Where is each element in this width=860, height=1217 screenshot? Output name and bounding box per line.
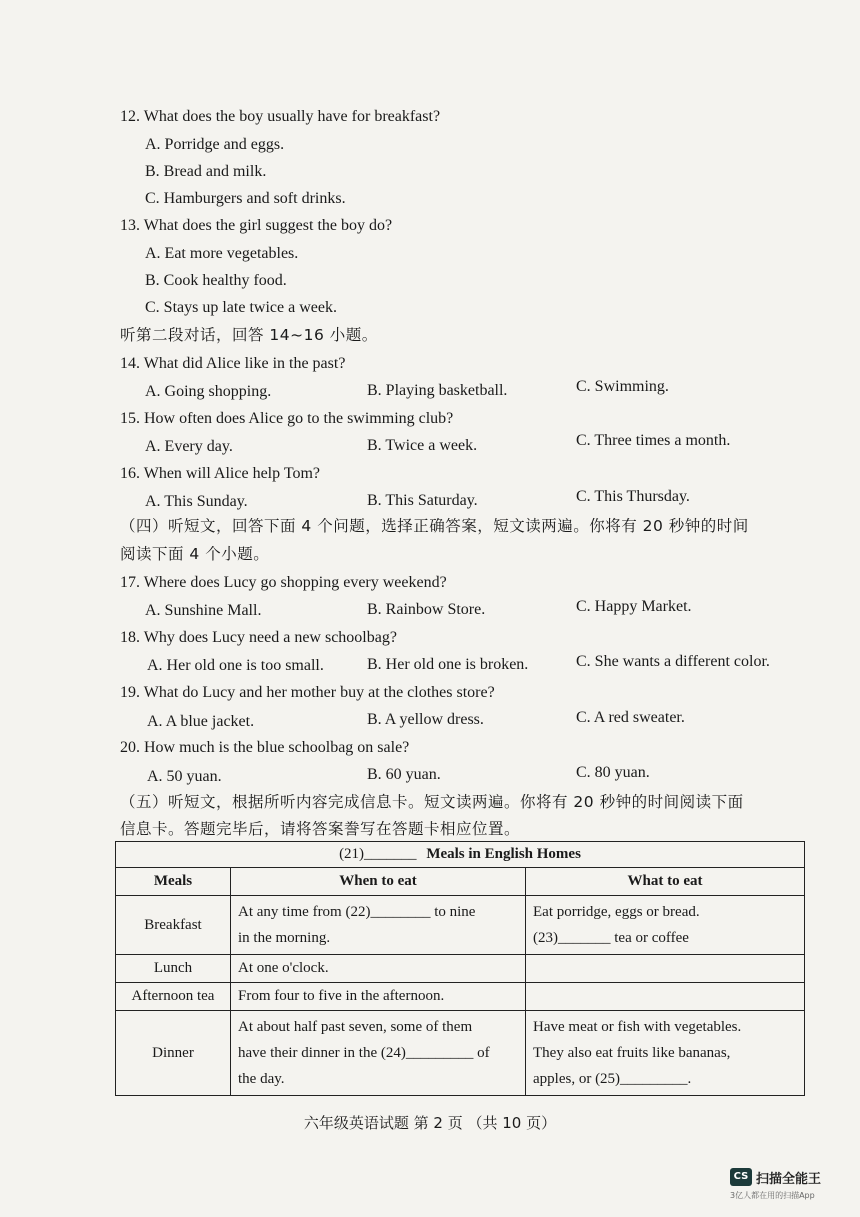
when-dinner-line-3: the day. (238, 1071, 285, 1087)
q16-option-a: A. This Sunday. (145, 493, 248, 510)
info-card-table (115, 841, 805, 1096)
header-meals: Meals (116, 868, 231, 896)
table-row (116, 983, 805, 1011)
what-breakfast-line-1: Eat porridge, eggs or bread. (533, 904, 700, 920)
question-15: 15. How often does Alice go to the swimming club? (120, 410, 454, 427)
q14-option-a: A. Going shopping. (145, 383, 272, 400)
question-19: 19. What do Lucy and her mother buy at the clothes store? (120, 684, 495, 701)
when-lunch: At one o'clock. (231, 955, 526, 983)
section-2-instruction: 听第二段对话，回答 14~16 小题。 (120, 326, 378, 344)
table-row (116, 955, 805, 983)
q12-option-b: B. Bread and milk. (145, 163, 267, 180)
when-breakfast-line-1: At any time from (22)________ to nine (238, 904, 476, 920)
what-lunch (526, 955, 805, 983)
q16-option-b: B. This Saturday. (367, 492, 478, 509)
q12-option-c: C. Hamburgers and soft drinks. (145, 190, 346, 207)
question-12: 12. What does the boy usually have for breakfast? (120, 108, 441, 125)
card-title-blank: (21)_______ (339, 846, 417, 862)
q16-option-c: C. This Thursday. (576, 488, 690, 505)
what-dinner-line-1: Have meat or fish with vegetables. (533, 1019, 742, 1035)
when-breakfast (231, 896, 526, 955)
q15-option-b: B. Twice a week. (367, 437, 478, 454)
q15-option-a: A. Every day. (145, 438, 233, 455)
what-dinner-line-2: They also eat fruits like bananas, (533, 1045, 731, 1061)
q12-option-a: A. Porridge and eggs. (145, 136, 285, 153)
q20-option-a: A. 50 yuan. (147, 768, 222, 785)
table-row (116, 1011, 805, 1096)
q18-option-b: B. Her old one is broken. (367, 656, 529, 673)
section-4-instruction-line-2: 阅读下面 4 个小题。 (120, 545, 270, 563)
question-13: 13. What does the girl suggest the boy do? (120, 217, 393, 234)
what-dinner-line-3: apples, or (25)_________. (533, 1071, 692, 1087)
q19-option-b: B. A yellow dress. (367, 711, 484, 728)
question-20: 20. How much is the blue schoolbag on sale? (120, 739, 410, 756)
section-4-instruction-line-1: （四）听短文，回答下面 4 个问题，选择正确答案，短文读两遍。你将有 20 秒钟的时间 (120, 517, 749, 535)
q19-option-c: C. A red sweater. (576, 709, 685, 726)
scanner-logo-badge: CS (730, 1168, 752, 1186)
q15-option-c: C. Three times a month. (576, 432, 731, 449)
q13-option-a: A. Eat more vegetables. (145, 245, 299, 262)
when-dinner-line-2: have their dinner in the (24)_________ of (238, 1045, 490, 1061)
q14-option-b: B. Playing basketball. (367, 382, 508, 399)
question-18: 18. Why does Lucy need a new schoolbag? (120, 629, 397, 646)
card-title-row (116, 842, 805, 868)
q20-option-b: B. 60 yuan. (367, 766, 441, 783)
when-dinner (231, 1011, 526, 1096)
q19-option-a: A. A blue jacket. (147, 713, 255, 730)
what-dinner (526, 1011, 805, 1096)
meal-lunch: Lunch (116, 955, 231, 983)
q13-option-b: B. Cook healthy food. (145, 272, 287, 289)
when-dinner-line-1: At about half past seven, some of them (238, 1019, 473, 1035)
scanner-logo-slogan: 3亿人都在用的扫描App (730, 1191, 815, 1200)
card-title: Meals in English Homes (426, 846, 581, 862)
meal-breakfast: Breakfast (116, 896, 231, 955)
when-afternoon-tea: From four to five in the afternoon. (231, 983, 526, 1011)
meal-afternoon-tea: Afternoon tea (116, 983, 231, 1011)
q17-option-b: B. Rainbow Store. (367, 601, 486, 618)
what-afternoon-tea (526, 983, 805, 1011)
what-breakfast (526, 896, 805, 955)
q17-option-a: A. Sunshine Mall. (145, 602, 262, 619)
table-row (116, 896, 805, 955)
section-5-instruction-line-2: 信息卡。答题完毕后，请将答案誊写在答题卡相应位置。 (120, 820, 521, 838)
q13-option-c: C. Stays up late twice a week. (145, 299, 337, 316)
section-5-instruction-line-1: （五）听短文，根据所听内容完成信息卡。短文读两遍。你将有 20 秒钟的时间阅读下面 (120, 793, 744, 811)
q14-option-c: C. Swimming. (576, 378, 669, 395)
what-breakfast-line-2: (23)_______ tea or coffee (533, 930, 689, 946)
when-breakfast-line-2: in the morning. (238, 930, 331, 946)
q17-option-c: C. Happy Market. (576, 598, 692, 615)
question-17: 17. Where does Lucy go shopping every weekend? (120, 574, 447, 591)
q20-option-c: C. 80 yuan. (576, 764, 650, 781)
q18-option-a: A. Her old one is too small. (147, 657, 324, 674)
header-when-to-eat: When to eat (231, 868, 526, 896)
q18-option-c: C. She wants a different color. (576, 653, 770, 670)
question-16: 16. When will Alice help Tom? (120, 465, 321, 482)
scanner-logo-name: 扫描全能王 (756, 1172, 822, 1187)
page-footer: 六年级英语试题 第 2 页 （共 10 页） (303, 1114, 557, 1132)
scanner-logo (730, 1166, 840, 1202)
meal-dinner: Dinner (116, 1011, 231, 1096)
question-14: 14. What did Alice like in the past? (120, 355, 346, 372)
header-what-to-eat: What to eat (526, 868, 805, 896)
